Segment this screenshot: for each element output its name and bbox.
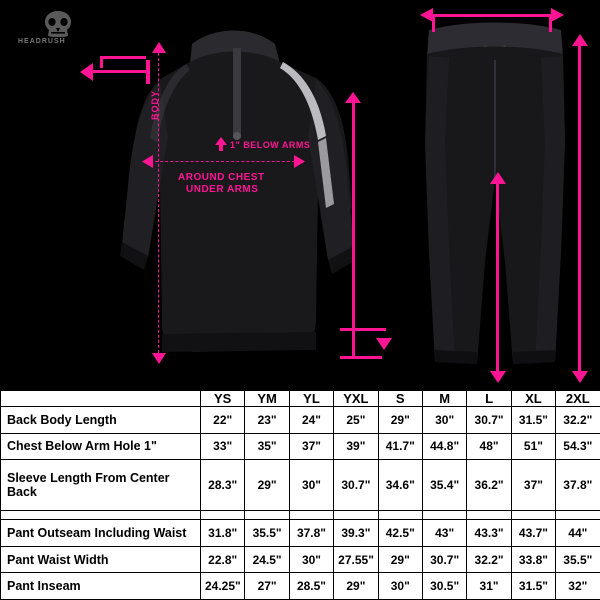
inseam-up-arrow-icon	[490, 172, 506, 185]
around-chest-label: AROUND CHEST	[178, 172, 265, 183]
separator-cell	[1, 511, 201, 520]
cell: 30.7"	[334, 460, 378, 511]
size-header-ym: YM	[245, 391, 289, 407]
cell: 24.5"	[245, 546, 289, 573]
size-header-2xl: 2XL	[556, 391, 600, 407]
cell: 31.5"	[511, 573, 555, 600]
cell: 30.7"	[422, 546, 466, 573]
cell: 43"	[422, 520, 466, 547]
cell: 30"	[422, 407, 466, 434]
shoulder-measure-bracket-end	[100, 56, 103, 68]
left-arrow-icon-chest	[142, 155, 154, 168]
size-header-l: L	[467, 391, 511, 407]
right-arrow-icon-chest	[293, 155, 305, 168]
cell: 36.2"	[467, 460, 511, 511]
brand-logo	[14, 10, 104, 56]
table-corner-cell	[1, 391, 201, 407]
row-label-pant-outseam: Pant Outseam Including Waist	[1, 520, 201, 547]
sleeve-up-arrow-icon	[345, 92, 361, 104]
separator-cell	[378, 511, 422, 520]
separator-cell	[334, 511, 378, 520]
outseam-down-arrow-icon	[572, 370, 588, 383]
cell: 29"	[378, 407, 422, 434]
cell: 33"	[201, 433, 245, 460]
cell: 31.8"	[201, 520, 245, 547]
separator-cell	[556, 511, 600, 520]
left-arrow-icon	[80, 63, 94, 81]
cell: 25"	[334, 407, 378, 434]
cell: 42.5"	[378, 520, 422, 547]
skull-icon	[38, 10, 78, 38]
cell: 54.3"	[556, 433, 600, 460]
separator-cell	[422, 511, 466, 520]
sleeve-measure-line	[352, 100, 355, 330]
outseam-measure-line	[578, 44, 581, 374]
up-arrow-icon	[152, 42, 166, 54]
size-header-xl: XL	[511, 391, 555, 407]
row-label-pant-inseam: Pant Inseam	[1, 573, 201, 600]
cell: 44.8"	[422, 433, 466, 460]
jacket-illustration	[120, 18, 355, 383]
row-label-chest-below-arm-hole: Chest Below Arm Hole 1"	[1, 433, 201, 460]
cell: 37.8"	[556, 460, 600, 511]
cell: 51"	[511, 433, 555, 460]
table-row	[1, 546, 600, 573]
cell: 32.2"	[556, 407, 600, 434]
cell: 30"	[378, 573, 422, 600]
cell: 27.55"	[334, 546, 378, 573]
body-measure-dashed-line	[158, 48, 159, 358]
row-label-back-body-length: Back Body Length	[1, 407, 201, 434]
cell: 29"	[334, 573, 378, 600]
cell: 23"	[245, 407, 289, 434]
cell: 30"	[289, 546, 333, 573]
cell: 37"	[511, 460, 555, 511]
inseam-measure-line	[496, 182, 499, 374]
cell: 35.5"	[245, 520, 289, 547]
sleeve-measure-end-bracket	[340, 356, 382, 359]
cell: 28.5"	[289, 573, 333, 600]
cell: 48"	[467, 433, 511, 460]
cell: 35"	[245, 433, 289, 460]
cell: 43.3"	[467, 520, 511, 547]
cell: 32.2"	[467, 546, 511, 573]
outseam-up-arrow-icon	[572, 34, 588, 47]
down-arrow-icon	[152, 352, 166, 364]
cell: 30"	[289, 460, 333, 511]
sleeve-down-arrow-icon	[376, 336, 392, 350]
table-header-row	[1, 391, 600, 407]
cell: 28.3"	[201, 460, 245, 511]
table-row	[1, 573, 600, 600]
table-row	[1, 460, 600, 511]
below-arms-up-arrow-icon	[215, 137, 227, 151]
cell: 33.8"	[511, 546, 555, 573]
size-header-yxl: YXL	[334, 391, 378, 407]
cell: 37.8"	[289, 520, 333, 547]
waist-right-arrow-icon	[550, 8, 564, 22]
under-arms-label: UNDER ARMS	[186, 184, 259, 195]
separator-cell	[511, 511, 555, 520]
size-header-ys: YS	[201, 391, 245, 407]
below-arms-label: 1" BELOW ARMS	[230, 140, 311, 150]
cell: 24"	[289, 407, 333, 434]
cell: 39"	[334, 433, 378, 460]
cell: 22"	[201, 407, 245, 434]
sleeve-measure-bottom-bracket	[340, 328, 386, 331]
separator-cell	[201, 511, 245, 520]
cell: 37"	[289, 433, 333, 460]
table-row	[1, 407, 600, 434]
body-measure-label: BODY	[150, 89, 160, 120]
size-chart-table	[0, 390, 600, 600]
cell: 30.7"	[467, 407, 511, 434]
cell: 30.5"	[422, 573, 466, 600]
pants-illustration	[415, 12, 575, 387]
cell: 31"	[467, 573, 511, 600]
cell: 41.7"	[378, 433, 422, 460]
cell: 27"	[245, 573, 289, 600]
size-header-m: M	[422, 391, 466, 407]
row-label-sleeve-length: Sleeve Length From Center Back	[1, 460, 201, 511]
brand-wordmark: HEADRUSH	[18, 38, 66, 45]
cell: 39.3"	[334, 520, 378, 547]
size-chart-table-wrap	[0, 390, 600, 600]
row-label-pant-waist-width: Pant Waist Width	[1, 546, 201, 573]
separator-cell	[289, 511, 333, 520]
table-group-separator	[1, 511, 600, 520]
chest-measure-dashed-line	[150, 161, 295, 162]
cell: 29"	[378, 546, 422, 573]
separator-cell	[245, 511, 289, 520]
cell: 44"	[556, 520, 600, 547]
cell: 43.7"	[511, 520, 555, 547]
cell: 34.6"	[378, 460, 422, 511]
cell: 29"	[245, 460, 289, 511]
cell: 22.8"	[201, 546, 245, 573]
table-row	[1, 433, 600, 460]
size-header-s: S	[378, 391, 422, 407]
sleeve-measure-tail	[352, 330, 355, 358]
waist-right-tick	[549, 14, 552, 32]
size-header-yl: YL	[289, 391, 333, 407]
cell: 24.25"	[201, 573, 245, 600]
cell: 31.5"	[511, 407, 555, 434]
separator-cell	[467, 511, 511, 520]
cell: 35.4"	[422, 460, 466, 511]
inseam-down-arrow-icon	[490, 370, 506, 383]
waist-left-tick	[432, 14, 435, 32]
waist-measure-line	[432, 14, 552, 17]
cell: 32"	[556, 573, 600, 600]
cell: 35.5"	[556, 546, 600, 573]
table-row	[1, 520, 600, 547]
